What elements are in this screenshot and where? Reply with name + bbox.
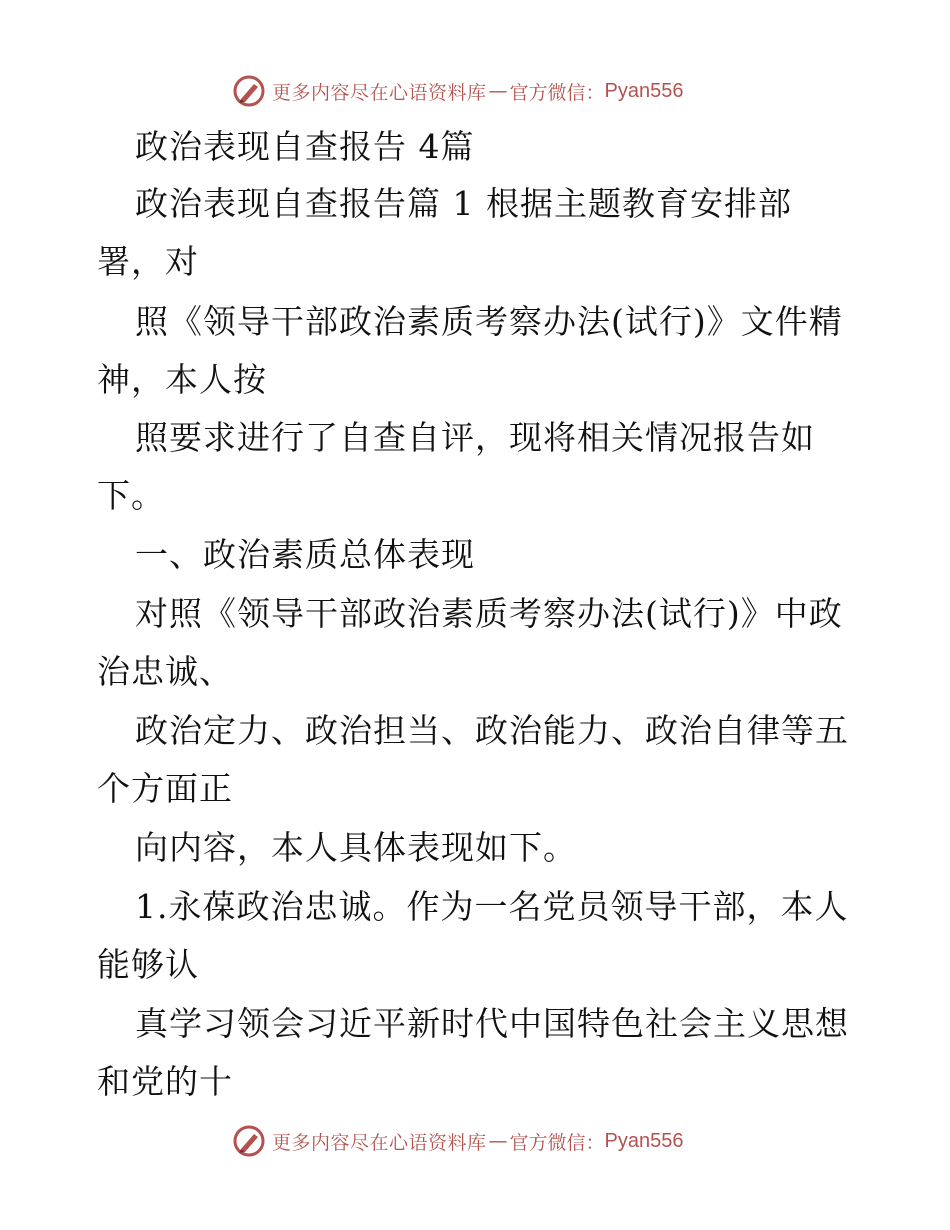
banner-wechat-id: Pyan556 (604, 79, 684, 102)
paragraph-line: 真学习领会习近平新时代中国特色社会主义思想 (135, 1004, 849, 1043)
paragraph-line: 能够认 (97, 945, 199, 984)
paragraph-line: 神，本人按 (97, 360, 267, 399)
banner-dash: — (488, 80, 508, 102)
paragraph-line: 个方面正 (97, 769, 233, 808)
banner-text: 更多内容尽在心语资料库 (272, 1131, 487, 1154)
banner-dash: — (488, 1130, 508, 1152)
paragraph-line: 1.永葆政治忠诚。作为一名党员领导干部，本人 (135, 887, 849, 926)
banner-wechat-label: 官方微信： (509, 1131, 605, 1154)
paragraph-line: 照《领导干部政治素质考察办法(试行)》文件精 (135, 302, 843, 341)
banner-wechat-label: 官方微信： (509, 81, 605, 104)
header-banner (232, 72, 684, 110)
paragraph-line: 和党的十 (97, 1062, 233, 1101)
section-heading: 一、政治素质总体表现 (135, 535, 475, 574)
document-title: 政治表现自查报告 4篇 (135, 127, 475, 166)
paragraph-line: 对照《领导干部政治素质考察办法(试行)》中政 (135, 594, 843, 633)
paragraph-line: 署，对 (97, 242, 199, 281)
paragraph-line: 下。 (97, 476, 165, 515)
paragraph-line: 政治定力、政治担当、政治能力、政治自律等五 (135, 711, 849, 750)
pen-logo-icon (232, 1124, 266, 1158)
paragraph-line: 照要求进行了自查自评，现将相关情况报告如 (135, 418, 815, 457)
paragraph-line: 向内容，本人具体表现如下。 (135, 828, 577, 867)
pen-logo-icon (232, 74, 266, 108)
banner-text: 更多内容尽在心语资料库 (272, 81, 487, 104)
paragraph-line: 治忠诚、 (97, 652, 233, 691)
footer-banner (232, 1122, 684, 1160)
paragraph-line: 政治表现自查报告篇 1 根据主题教育安排部 (135, 184, 792, 223)
banner-wechat-id: Pyan556 (604, 1129, 684, 1152)
